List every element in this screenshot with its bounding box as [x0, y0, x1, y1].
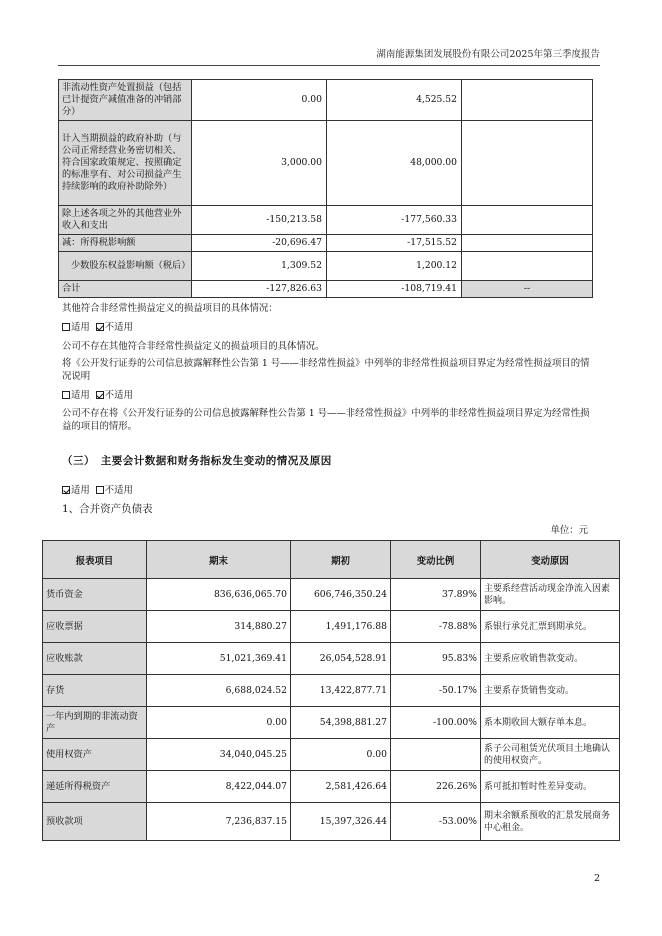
- note-cell: [462, 121, 593, 206]
- option-label: 不适用: [104, 322, 133, 333]
- page-number: 2: [593, 873, 600, 884]
- end-value: 51,021,369.41: [147, 643, 291, 675]
- paragraph: 公司不存在将《公开发行证券的公司信息披露解释性公告第 1 号——非经常性损益》中列举的非经常性损益项目界定为经常性损益的项目的情形。: [62, 408, 590, 432]
- applicable-option[interactable]: [62, 390, 90, 401]
- current-period-value: 1,309.52: [192, 252, 327, 281]
- unchecked-checkbox-icon: [62, 391, 70, 399]
- change-ratio: [391, 739, 481, 771]
- item-cell: 应收票据: [43, 611, 147, 643]
- change-reason: 期末余额系预收的汇景发展商务中心租金。: [481, 803, 620, 841]
- change-ratio: -100.00%: [391, 707, 481, 739]
- column-header: 变动原因: [481, 541, 620, 579]
- table-row: [43, 579, 620, 611]
- begin-value: 606,746,350.24: [291, 579, 391, 611]
- note-cell: [462, 206, 593, 235]
- applicable-option[interactable]: [62, 322, 90, 333]
- table-row: [59, 121, 593, 206]
- column-header: 变动比例: [391, 541, 481, 579]
- option-label: 适用: [71, 390, 90, 401]
- report-header: 湖南能源集团发展股份有限公司2025年第三季度报告: [58, 46, 600, 66]
- not-applicable-option[interactable]: [96, 390, 133, 401]
- ytd-value: 4,525.52: [327, 80, 462, 121]
- note-cell: [462, 80, 593, 121]
- table-row: [43, 771, 620, 803]
- change-reason: 主要系应收销售款变动。: [481, 643, 620, 675]
- paragraph: 其他符合非经常性损益定义的损益项目的具体情况：: [62, 303, 278, 314]
- option-label: 适用: [71, 322, 90, 333]
- ytd-value: -177,560.33: [327, 206, 462, 235]
- note-cell: [462, 252, 593, 281]
- begin-value: 54,398,881.27: [291, 707, 391, 739]
- end-value: 8,422,044.07: [147, 771, 291, 803]
- note-cell: --: [462, 281, 593, 298]
- unchecked-checkbox-icon: [62, 323, 70, 331]
- table-row: [43, 803, 620, 841]
- end-value: 6,688,024.52: [147, 675, 291, 707]
- table-row: [59, 80, 593, 121]
- table-row: [43, 643, 620, 675]
- column-header: 报表项目: [43, 541, 147, 579]
- item-cell: 货币资金: [43, 579, 147, 611]
- note-cell: [462, 235, 593, 252]
- applicable-option[interactable]: [62, 485, 90, 496]
- column-header: 期初: [291, 541, 391, 579]
- item-cell: 应收账款: [43, 643, 147, 675]
- current-period-value: 3,000.00: [192, 121, 327, 206]
- balance-sheet-table: [42, 540, 620, 841]
- end-value: 34,040,045.25: [147, 739, 291, 771]
- end-value: 0.00: [147, 707, 291, 739]
- applicability-options: [62, 389, 602, 402]
- ytd-value: -17,515.52: [327, 235, 462, 252]
- change-reason: 系本期收回大额存单本息。: [481, 707, 620, 739]
- current-period-value: -20,696.47: [192, 235, 327, 252]
- item-cell: 存货: [43, 675, 147, 707]
- table-row: [43, 675, 620, 707]
- checked-checkbox-icon: [96, 391, 104, 399]
- paragraph: 公司不存在其他符合非经常性损益定义的损益项目的具体情况。: [62, 341, 325, 352]
- ytd-value: 1,200.12: [327, 252, 462, 281]
- change-reason: 系银行承兑汇票到期承兑。: [481, 611, 620, 643]
- begin-value: 26,054,528.91: [291, 643, 391, 675]
- unit-label: 单位：元: [550, 525, 588, 536]
- current-period-value: -127,826.63: [192, 281, 327, 298]
- end-value: 836,636,065.70: [147, 579, 291, 611]
- table-row: [59, 281, 593, 298]
- change-ratio: -50.17%: [391, 675, 481, 707]
- change-ratio: 226.26%: [391, 771, 481, 803]
- row-label: 除上述各项之外的其他营业外收入和支出: [59, 206, 192, 235]
- begin-value: 1,491,176.88: [291, 611, 391, 643]
- change-reason: 主要系经营活动现金净流入因素影响。: [481, 579, 620, 611]
- checked-checkbox-icon: [96, 323, 104, 331]
- checked-checkbox-icon: [62, 486, 70, 494]
- ytd-value: -108,719.41: [327, 281, 462, 298]
- change-reason: 系可抵扣暂时性差异变动。: [481, 771, 620, 803]
- end-value: 7,236,837.15: [147, 803, 291, 841]
- current-period-value: -150,213.58: [192, 206, 327, 235]
- paragraph: 将《公开发行证券的公司信息披露解释性公告第 1 号——非经常性损益》中列举的非经常性损益项目界定为经常性损益项目的情况说明: [62, 358, 590, 382]
- table-header-row: [43, 541, 620, 579]
- option-label: 不适用: [104, 485, 133, 496]
- option-label: 适用: [71, 485, 90, 496]
- begin-value: 2,581,426.64: [291, 771, 391, 803]
- begin-value: 13,422,877.71: [291, 675, 391, 707]
- row-label: 合计: [59, 281, 192, 298]
- begin-value: 15,397,326.44: [291, 803, 391, 841]
- current-period-value: 0.00: [192, 80, 327, 121]
- item-cell: 使用权资产: [43, 739, 147, 771]
- row-label: 少数股东权益影响额（税后）: [59, 252, 192, 281]
- begin-value: 0.00: [291, 739, 391, 771]
- row-label: 非流动性资产处置损益（包括已计提资产减值准备的冲销部分）: [59, 80, 192, 121]
- not-applicable-option[interactable]: [96, 322, 133, 333]
- table-row: [43, 611, 620, 643]
- table-row: [59, 206, 593, 235]
- change-ratio: 95.83%: [391, 643, 481, 675]
- unchecked-checkbox-icon: [96, 486, 104, 494]
- section-heading: （三） 主要会计数据和财务指标发生变动的情况及原因: [62, 455, 332, 467]
- end-value: 314,880.27: [147, 611, 291, 643]
- item-cell: 预收款项: [43, 803, 147, 841]
- non-recurring-gains-table: [58, 79, 593, 298]
- option-label: 不适用: [104, 390, 133, 401]
- ytd-value: 48,000.00: [327, 121, 462, 206]
- change-ratio: -53.00%: [391, 803, 481, 841]
- applicability-options: [62, 484, 602, 497]
- subheading: 1、合并资产负债表: [62, 503, 153, 515]
- change-reason: 主要系存货销售变动。: [481, 675, 620, 707]
- row-label: 减：所得税影响额: [59, 235, 192, 252]
- table-row: [59, 252, 593, 281]
- table-row: [59, 235, 593, 252]
- change-reason: 系子公司租赁光伏项目土地确认的使用权资产。: [481, 739, 620, 771]
- table-row: [43, 739, 620, 771]
- table-row: [43, 707, 620, 739]
- change-ratio: 37.89%: [391, 579, 481, 611]
- item-cell: 递延所得税资产: [43, 771, 147, 803]
- row-label: 计入当期损益的政府补助（与公司正常经营业务密切相关、符合国家政策规定、按照确定的标准享有、对公司损益产生持续影响的政府补助除外）: [59, 121, 192, 206]
- applicability-options: [62, 321, 602, 334]
- item-cell: 一年内到期的非流动资产: [43, 707, 147, 739]
- not-applicable-option[interactable]: [96, 485, 133, 496]
- column-header: 期末: [147, 541, 291, 579]
- change-ratio: -78.88%: [391, 611, 481, 643]
